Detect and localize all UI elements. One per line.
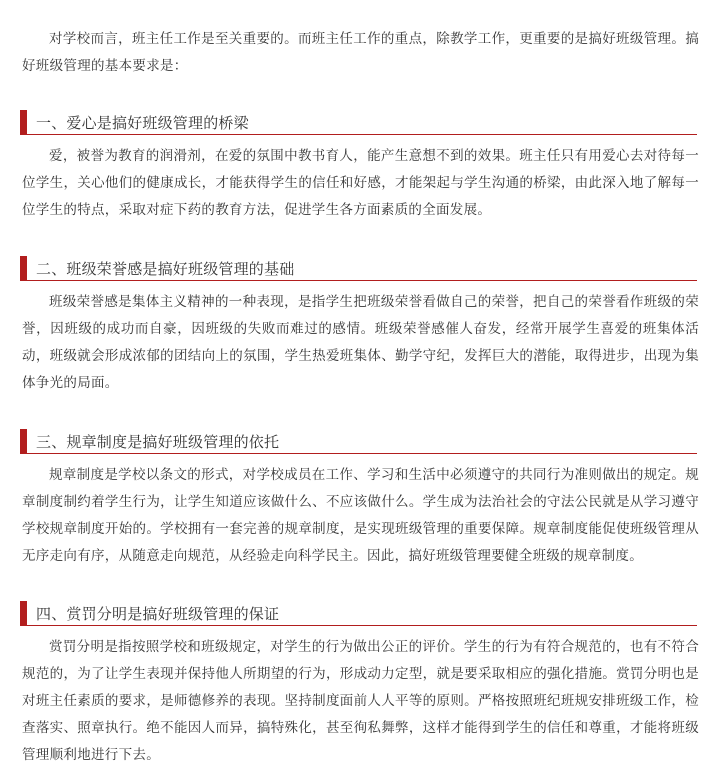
section-heading-1 — [20, 110, 697, 135]
section-heading-4 — [20, 601, 697, 626]
section-body-2: 班级荣誉感是集体主义精神的一种表现，是指学生把班级荣誉看做自己的荣誉，把自己的荣誉看作班级的荣誉，因班级的成功而自豪，因班级的失败而难过的感情。班级荣誉感催人奋发，经常开展学生喜爱的班集体活动，班级就会形成浓郁的团结向上的氛围，学生热爱班集体、勤学守纪，发挥巨大的潜能，取得进步，出现为集体争光的局面。 — [22, 294, 699, 391]
section-body-4: 赏罚分明是指按照学校和班级规定，对学生的行为做出公正的评价。学生的行为有符合规范的，也有不符合规范的，为了让学生表现并保持他人所期望的行为，形成动力定型，就是要采取相应的强化措施。赏罚分明也是对班主任素质的要求，是师德修养的表现。坚持制度面前人人平等的原则。严格按照班纪班规安排班级工作，检查落实、照章执行。绝不能因人而异，搞特殊化，甚至徇私舞弊，这样才能得到学生的信任和尊重，才能将班级管理顺利地进行下去。 — [22, 639, 699, 763]
section-title-4: 四、赏罚分明是搞好班级管理的保证 — [36, 604, 280, 623]
heading-accent-bar — [20, 601, 27, 625]
section-title-2: 二、班级荣誉感是搞好班级管理的基础 — [36, 259, 295, 278]
section-title-3: 三、规章制度是搞好班级管理的依托 — [36, 432, 280, 451]
heading-accent-bar — [20, 429, 27, 453]
heading-accent-bar — [20, 110, 27, 134]
section-body-1: 爱，被誉为教育的润滑剂，在爱的氛围中教书育人，能产生意想不到的效果。班主任只有用爱心去对待每一位学生，关心他们的健康成长，才能获得学生的信任和好感，才能架起与学生沟通的桥梁，由此深入地了解每一位学生的特点，采取对症下药的教育方法，促进学生各方面素质的全面发展。 — [22, 148, 699, 218]
section-heading-2 — [20, 256, 697, 281]
section-body-3: 规章制度是学校以条文的形式，对学校成员在工作、学习和生活中必须遵守的共同行为准则做出的规定。规章制度制约着学生行为，让学生知道应该做什么、不应该做什么。学生成为法治社会的守法公民就是从学习遵守学校规章制度开始的。学校拥有一套完善的规章制度，是实现班级管理的重要保障。规章制度能促使班级管理从无序走向有序，从随意走向规范，从经验走向科学民主。因此，搞好班级管理要健全班级的规章制度。 — [22, 467, 699, 564]
intro-paragraph: 对学校而言，班主任工作是至关重要的。而班主任工作的重点，除教学工作，更重要的是搞好班级管理。搞好班级管理的基本要求是： — [22, 31, 699, 74]
section-heading-3 — [20, 429, 697, 454]
section-title-1: 一、爱心是搞好班级管理的桥梁 — [36, 113, 249, 132]
heading-accent-bar — [20, 256, 27, 280]
